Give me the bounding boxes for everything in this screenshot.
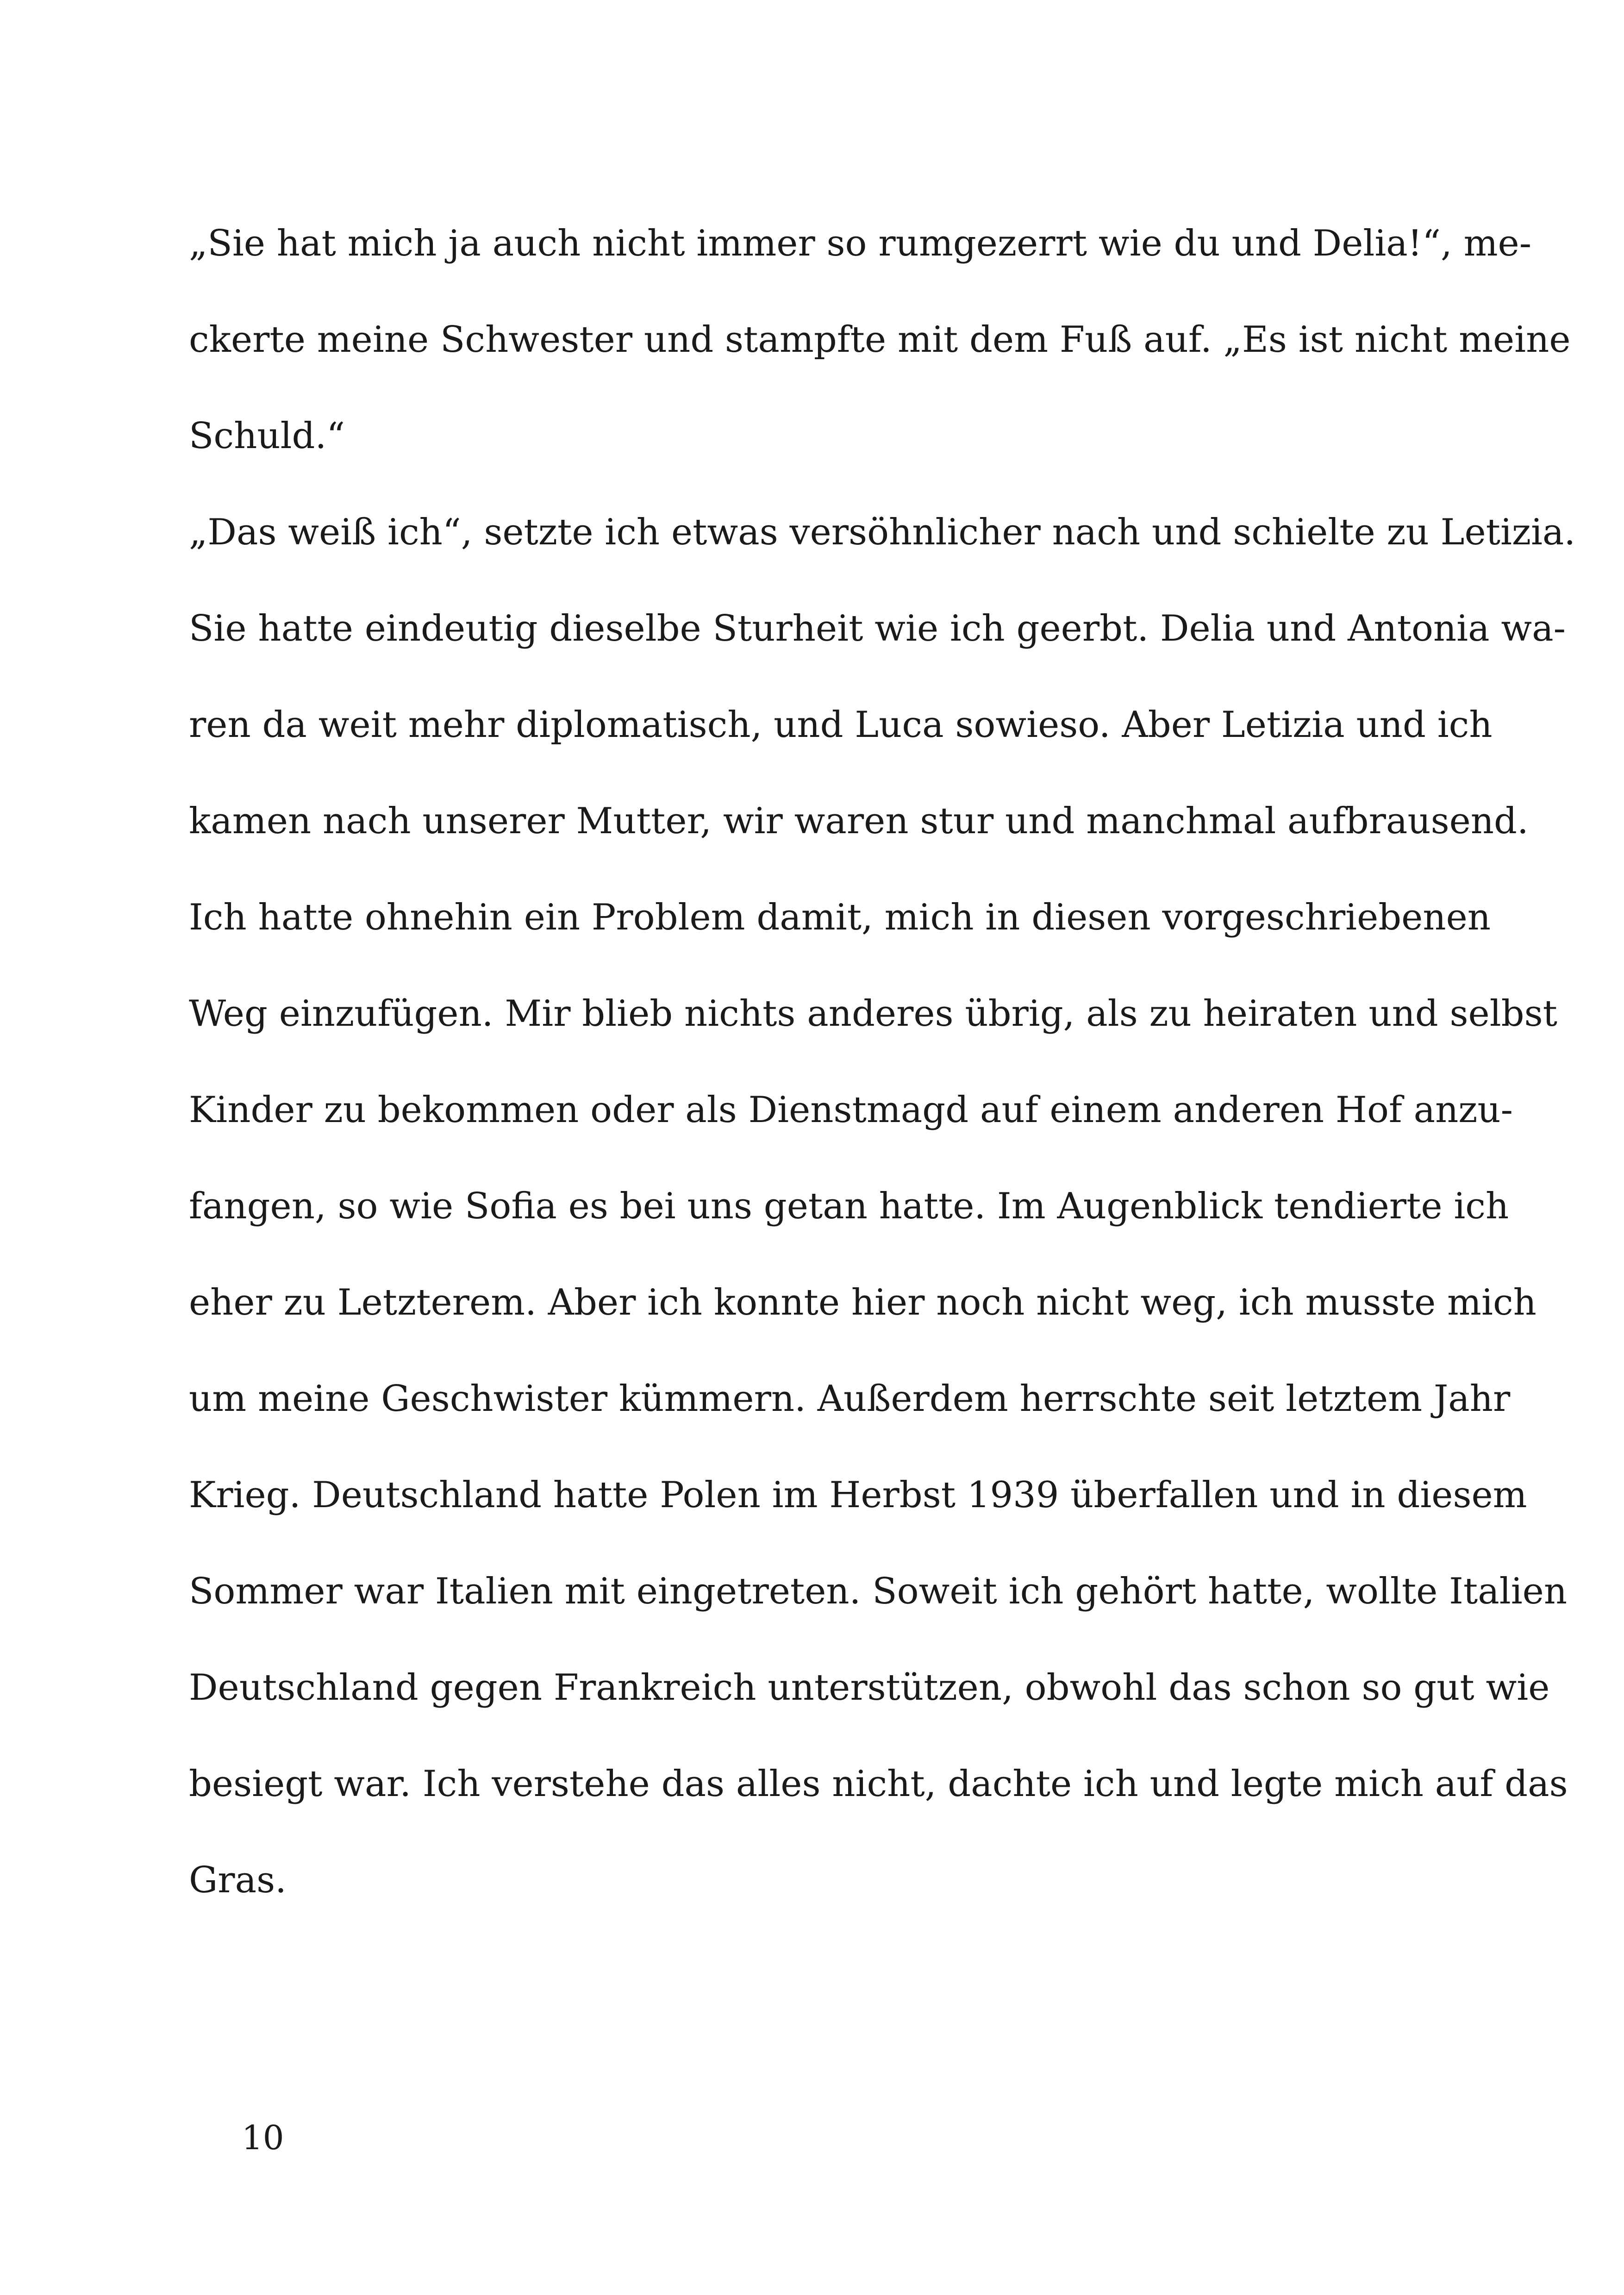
text-line: Schuld.“ (189, 415, 345, 457)
text-line: „Das weiß ich“, setzte ich etwas versöhnlicher nach und schielte zu Letizia. (189, 511, 1576, 553)
text-line: Gras. (189, 1859, 287, 1901)
text-line: Kinder zu bekommen oder als Dienstmagd auf einem anderen Hof anzu- (189, 1089, 1513, 1131)
text-line: kamen nach unserer Mutter, wir waren stur und manchmal aufbrausend. (189, 800, 1529, 842)
text-line: Krieg. Deutschland hatte Polen im Herbst 1939 überfallen und in diesem (189, 1474, 1527, 1516)
text-line: „Sie hat mich ja auch nicht immer so rumgezerrt wie du und Delia!“, me- (189, 223, 1532, 264)
text-line: Ich hatte ohnehin ein Problem damit, mich in diesen vorgeschriebenen (189, 897, 1491, 938)
text-line: besiegt war. Ich verstehe das alles nicht, dachte ich und legte mich auf das (189, 1763, 1568, 1805)
body-text (189, 195, 1576, 1928)
text-line: Sie hatte eindeutig dieselbe Sturheit wie ich geerbt. Delia und Antonia wa- (189, 608, 1566, 649)
text-line: Deutschland gegen Frankreich unterstützen, obwohl das schon so gut wie (189, 1667, 1550, 1709)
text-line: eher zu Letzterem. Aber ich konnte hier noch nicht weg, ich musste mich (189, 1282, 1537, 1323)
text-line: Weg einzufügen. Mir blieb nichts anderes übrig, als zu heiraten und selbst (189, 993, 1557, 1035)
text-line: ckerte meine Schwester und stampfte mit dem Fuß auf. „Es ist nicht meine (189, 319, 1571, 361)
text-line: fangen, so wie Sofia es bei uns getan hatte. Im Augenblick tendierte ich (189, 1185, 1509, 1227)
text-line: Sommer war Italien mit eingetreten. Soweit ich gehört hatte, wollte Italien (189, 1571, 1568, 1612)
page-number: 10 (242, 2118, 284, 2157)
text-line: um meine Geschwister kümmern. Außerdem herrschte seit letztem Jahr (189, 1378, 1511, 1420)
text-line: ren da weit mehr diplomatisch, und Luca sowieso. Aber Letizia und ich (189, 704, 1493, 746)
